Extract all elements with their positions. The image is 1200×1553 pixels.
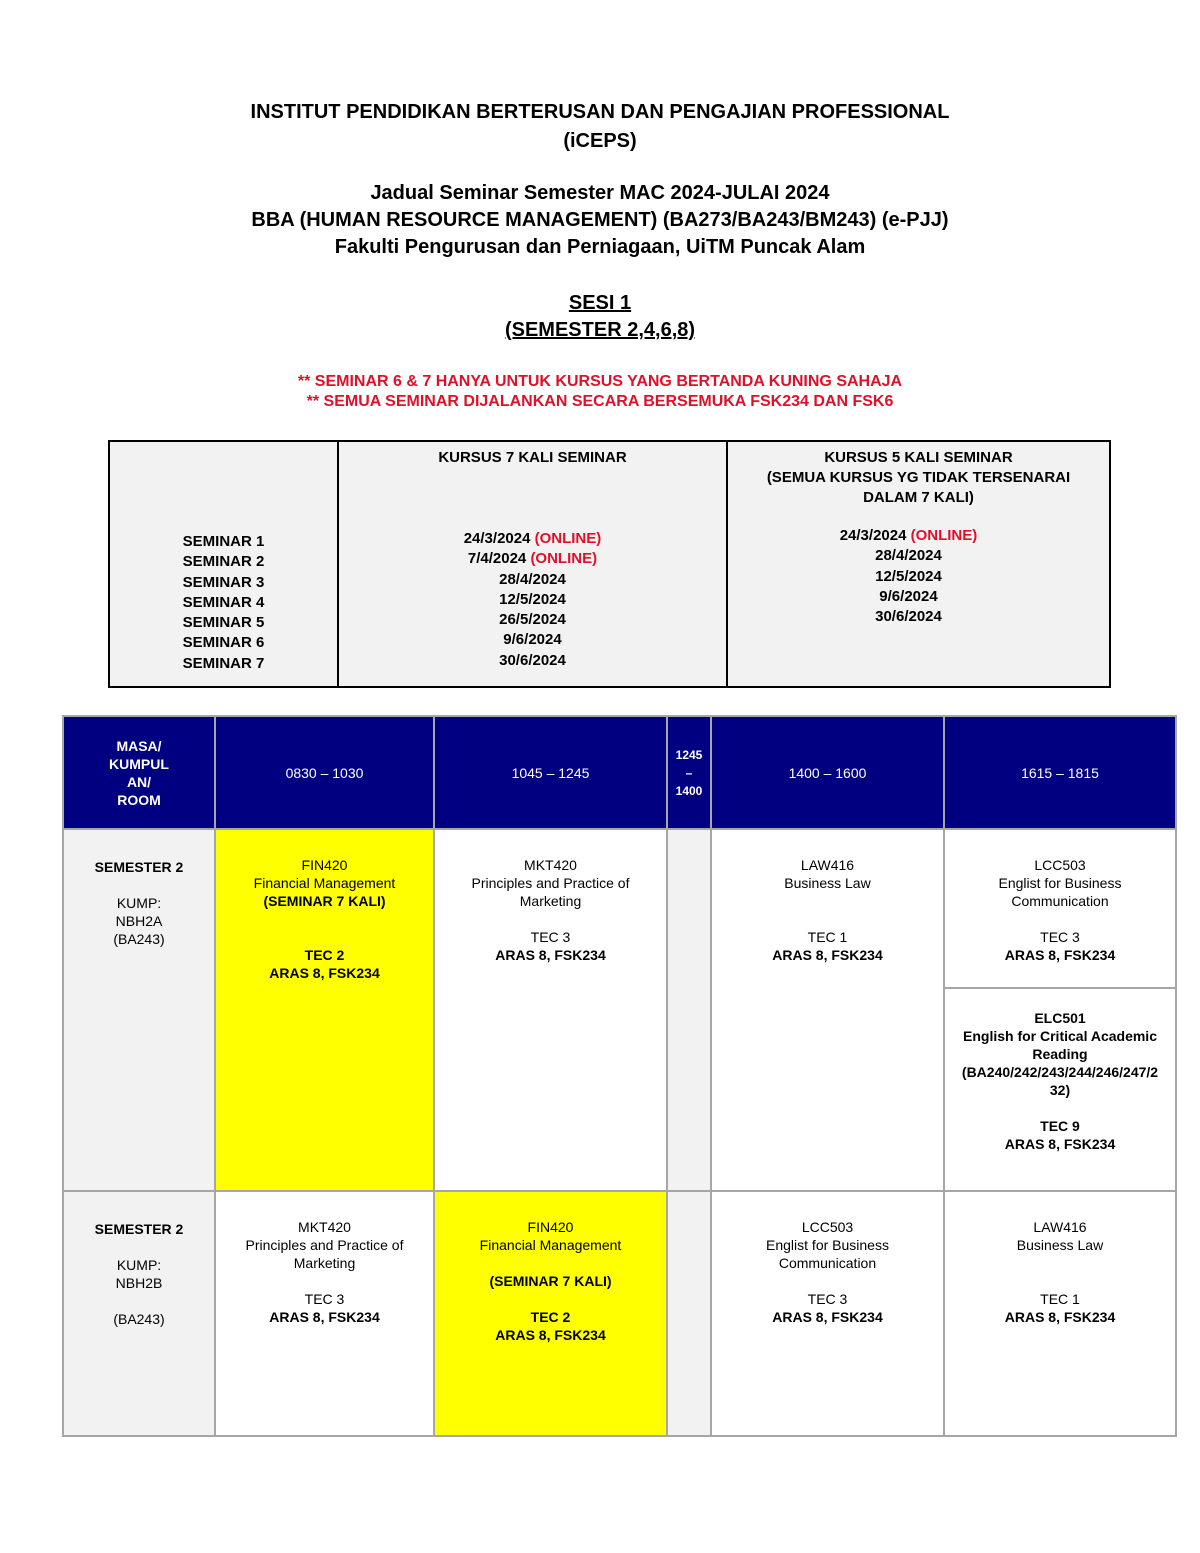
slot-header: 0830 – 1030	[215, 716, 434, 829]
course-cell-elc501: ELC501 English for Critical Academic Reading (BA240/242/243/244/246/247/2 32) TEC 9 ARAS 8, FSK234	[944, 988, 1176, 1192]
seven-seminar-heading: KURSUS 7 KALI SEMINAR	[438, 449, 627, 466]
group-label-nbh2a: SEMESTER 2 KUMP: NBH2A (BA243)	[63, 829, 215, 1191]
course-cell-mkt420: MKT420 Principles and Practice of Marketing TEC 3 ARAS 8, FSK234	[215, 1191, 434, 1436]
table-row	[63, 1191, 1176, 1436]
semester-list: (SEMESTER 2,4,6,8)	[504, 319, 696, 341]
timetable	[62, 715, 1177, 1437]
timetable-header-row	[63, 716, 1176, 829]
seven-seminar-dates	[339, 529, 726, 671]
course-cell-lcc503: LCC503 Englist for Business Communication TEC 3 ARAS 8, FSK234	[711, 1191, 944, 1436]
course-cell-law416: LAW416 Business Law TEC 1 ARAS 8, FSK234	[711, 829, 944, 1191]
seminar-label-list	[110, 532, 337, 674]
seminar-dates-box	[108, 440, 1111, 688]
note-2: ** SEMUA SEMINAR DIJALANKAN SECARA BERSEMUKA FSK234 DAN FSK6	[306, 393, 894, 410]
session-title: SESI 1	[568, 292, 632, 314]
seminar-label: SEMINAR 7	[182, 654, 265, 672]
seminar-date: 9/6/2024	[879, 587, 938, 605]
group-label-nbh2b: SEMESTER 2 KUMP: NBH2B (BA243)	[63, 1191, 215, 1436]
course-cell-fin420: FIN420 Financial Management (SEMINAR 7 KALI) TEC 2 ARAS 8, FSK234	[215, 829, 434, 1191]
notes	[0, 372, 1200, 412]
seminar-date: 24/3/2024 (ONLINE)	[839, 527, 978, 544]
seminar-labels-column	[110, 442, 339, 686]
five-seminar-dates	[708, 526, 1109, 627]
seminar-date: 9/6/2024	[503, 631, 562, 649]
break-cell	[667, 829, 711, 1191]
course-cell-law416: LAW416 Business Law TEC 1 ARAS 8, FSK234	[944, 1191, 1176, 1436]
course-cell-fin420: FIN420 Financial Management (SEMINAR 7 KALI) TEC 2 ARAS 8, FSK234	[434, 1191, 667, 1436]
seminar-date: 24/3/2024 (ONLINE)	[463, 530, 602, 547]
note-1: ** SEMINAR 6 & 7 HANYA UNTUK KURSUS YANG BERTANDA KUNING SAHAJA	[297, 373, 903, 390]
seminar-label: SEMINAR 5	[182, 614, 265, 632]
seminar-label: SEMINAR 6	[182, 634, 265, 652]
five-seminar-heading: KURSUS 5 KALI SEMINAR (SEMUA KURSUS YG TIDAK TERSENARAI DALAM 7 KALI)	[766, 449, 1071, 506]
course-cell-lcc503: LCC503 Englist for Business Communication TEC 3 ARAS 8, FSK234	[944, 829, 1176, 988]
seminar-label: SEMINAR 3	[182, 573, 265, 591]
program-title: BBA (HUMAN RESOURCE MANAGEMENT) (BA273/BA243/BM243) (e-PJJ)	[251, 209, 949, 231]
course-cell-mkt420: MKT420 Principles and Practice of Marketing TEC 3 ARAS 8, FSK234	[434, 829, 667, 1191]
seminar-date: 12/5/2024	[875, 567, 942, 585]
seminar-label: SEMINAR 2	[182, 553, 265, 571]
seminar-date: 30/6/2024	[499, 651, 566, 669]
seminar-label: SEMINAR 4	[182, 593, 265, 611]
table-row	[63, 829, 1176, 988]
seminar-date: 28/4/2024	[499, 570, 566, 588]
seminar-date: 26/5/2024	[499, 611, 566, 629]
faculty-title: Fakulti Pengurusan dan Perniagaan, UiTM Puncak Alam	[334, 236, 866, 258]
seminar-date: 7/4/2024 (ONLINE)	[467, 550, 598, 568]
five-seminar-column	[728, 442, 1109, 686]
schedule-title: Jadual Seminar Semester MAC 2024-JULAI 2024	[370, 182, 830, 204]
break-header: 1245 – 1400	[667, 716, 711, 829]
slot-header: 1400 – 1600	[711, 716, 944, 829]
seven-seminar-column	[339, 442, 728, 686]
masa-header: MASA/ KUMPUL AN/ ROOM	[63, 716, 215, 829]
slot-header: 1615 – 1815	[944, 716, 1176, 829]
seminar-date: 28/4/2024	[875, 547, 942, 565]
seminar-label: SEMINAR 1	[182, 533, 265, 550]
seminar-date: 30/6/2024	[875, 608, 942, 626]
seminar-date: 12/5/2024	[499, 590, 566, 608]
institute-abbrev: (iCEPS)	[563, 130, 637, 152]
institute-title: INSTITUT PENDIDIKAN BERTERUSAN DAN PENGAJIAN PROFESSIONAL	[250, 101, 950, 123]
break-cell	[667, 1191, 711, 1436]
slot-header: 1045 – 1245	[434, 716, 667, 829]
